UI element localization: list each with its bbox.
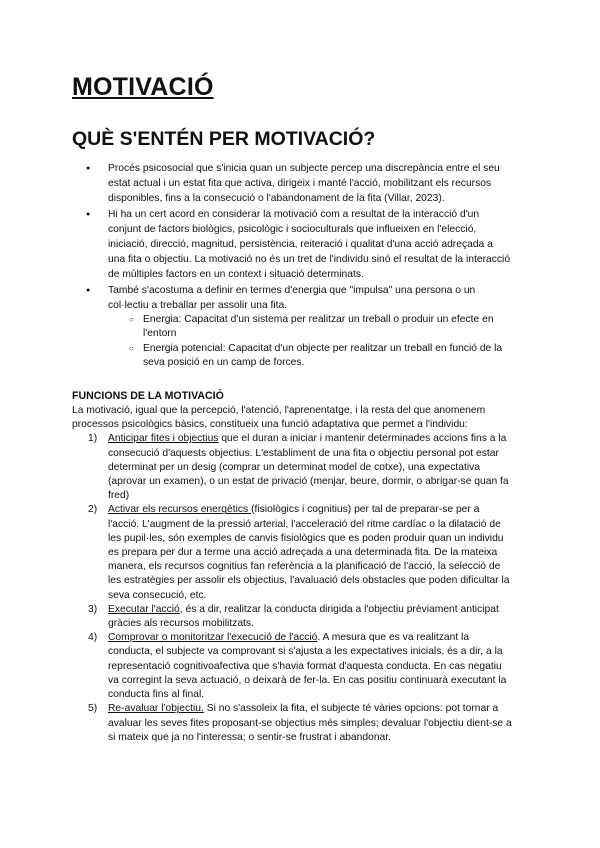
- item-term: Comprovar o monitoritzar l'execució de l'acció: [108, 632, 318, 644]
- bullet-item: ● Procés psicosocial que s'inicia quan un subjecte percep una discrepància entre el seu estat actual i un estat fita que activa, dirigeix i manté l'acció, mobilitzant els recursos disponibles, fins a la consecució o l'abandonament de la fita (Villar, 2023).: [72, 161, 512, 207]
- item-number: 2): [88, 504, 98, 516]
- item-text: . A mesura que es va realitzant la conducta, el subjecte va comprovant si s'ajusta a les expectatives inicials, és a dir, a la representació cognitivoafectiva que s'havia format d'aquesta conducta. En cas negatiu va corregint la seva actuació, o deixarà de fer-la. En cas positiu continuarà executant la conducta fins al final.: [108, 632, 507, 701]
- bullet-item: [72, 283, 512, 370]
- numbered-item: [72, 631, 512, 702]
- item-term: Activar els recursos energètics: [108, 504, 252, 516]
- item-number: 5): [88, 703, 98, 715]
- numbered-item: [72, 702, 512, 745]
- item-term: Anticipar fites i objectius: [108, 433, 219, 445]
- subbullet-item: ○ Energia: Capacitat d'un sistema per realitzar un treball o produir un efecte en l'entorn: [108, 313, 512, 341]
- item-number: 4): [88, 632, 98, 644]
- item-text: Si no s'assoleix la fita, el subjecte té vàries opcions: pot tornar a avaluar les seves fites proposant-se objectius més simples; devaluar l'objectiu dient-se a si mateix que ja no l'interessa; o sentir-se frustrat i abandonar.: [108, 703, 512, 743]
- item-text: , és a dir, realitzar la conducta dirigida a l'objectiu prèviament anticipat gràcies als recursos mobilitzats.: [108, 603, 499, 630]
- numbered-item: [72, 432, 512, 503]
- item-term: Re-avaluar l'objectiu.: [108, 703, 204, 715]
- functions-numbered-list: [72, 432, 512, 744]
- item-number: 1): [88, 433, 98, 445]
- energy-subbullet-list: [108, 313, 512, 370]
- bullet-text: També s'acostuma a definir en termes d'energia que "impulsa" una persona o un col·lectiu a treballar per assolir una fita.: [108, 284, 476, 311]
- item-number: 3): [88, 603, 98, 615]
- section-heading-functions: FUNCIONS DE LA MOTIVACIÓ: [72, 390, 224, 403]
- item-text: que el duran a iniciar i mantenir determinades accions fins a la consecució d'aquests objectius. L'establiment de una fita o objectiu personal pot estar determinat per un desig (comprar un determinat model de cotxe), una expectativa (aprovar un examen), o un estat de privació (menjar, beure, dormir, o abrigar-se quan fa fred): [108, 433, 509, 502]
- document-title: MOTIVACIÓ: [72, 73, 214, 101]
- subbullet-item: ○ Energia potencial: Capacitat d'un objecte per realitzar un treball en funció de la seva posició en un camp de forces.: [108, 342, 512, 370]
- item-term: Executar l'acció: [108, 603, 180, 615]
- definition-bullet-list: [72, 161, 512, 370]
- bullet-item: ● Hi ha un cert acord en considerar la motivació com a resultat de la interacció d'un conjunt de factors biològics, psicològic i socioculturals que influeixen en l'elecció, iniciació, direcció, magnitud, persistència, reiteració i qualitat d'una acció adreçada a una fita o objectiu. La motivació no és un tret de l'individu sinó el resultat de la interacció de múltiples factors en un context i situació determinats.: [72, 207, 512, 283]
- functions-intro-paragraph: La motivació, igual que la percepció, l'atenció, l'aprenentatge, i la resta del que anomenem processos psicològics bàsics, constitueix una funció adaptativa que permet a l'individu:: [72, 405, 486, 431]
- numbered-item: [72, 603, 512, 631]
- numbered-item: [72, 503, 512, 602]
- item-text: (fisiològics i cognitius) per tal de preparar-se per a l'acció. L'augment de la pressió arterial, l'acceleració del ritme cardíac o la dilatació de les pupil·les, són exemples de canvis fisiològics que es poden produir quan un individu es prepara per dur a terme una acció adreçada a una determinada fita. De la mateixa manera, els recursos cognitius fan referència a la planificació de l'acció, la selecció de les estratègies per assolir els objectius, l'avaluació dels obstacles que poden dificultar la seva consecució, etc.: [108, 504, 510, 601]
- section-heading-definition: QUÈ S'ENTÉN PER MOTIVACIÓ?: [72, 128, 376, 150]
